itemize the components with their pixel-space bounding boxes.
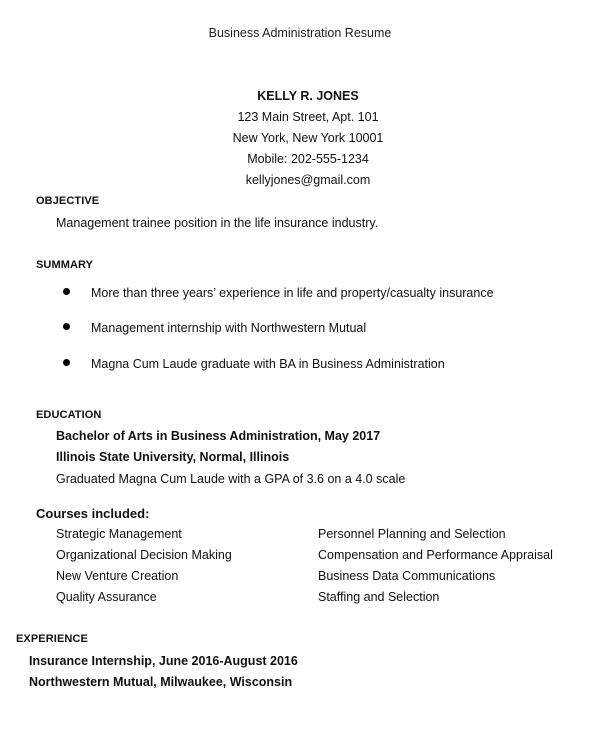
job-employer: Northwestern Mutual, Milwaukee, Wisconsin	[29, 675, 293, 689]
objective-text: Management trainee position in the life insurance industry.	[56, 216, 379, 230]
degree: Bachelor of Arts in Business Administration, May 2017	[56, 429, 381, 443]
summary-item: Management internship with Northwestern Mutual	[91, 321, 367, 335]
course-item: Organizational Decision Making	[56, 548, 232, 562]
objective-heading: OBJECTIVE	[36, 195, 100, 207]
honors: Graduated Magna Cum Laude with a GPA of 3.6 on a 4.0 scale	[56, 472, 406, 486]
street-address: 123 Main Street, Apt. 101	[237, 110, 379, 124]
experience-heading: EXPERIENCE	[16, 633, 88, 645]
mobile-phone: Mobile: 202-555-1234	[247, 152, 369, 166]
bullet-dot-icon	[63, 288, 70, 295]
email-address: kellyjones@gmail.com	[245, 173, 371, 187]
course-item: Business Data Communications	[318, 569, 496, 583]
school: Illinois State University, Normal, Illinois	[56, 450, 290, 464]
course-item: Quality Assurance	[56, 590, 157, 604]
course-item: Personnel Planning and Selection	[318, 527, 506, 541]
applicant-name: KELLY R. JONES	[257, 89, 359, 103]
course-item: Strategic Management	[56, 527, 182, 541]
city-state-zip: New York, New York 10001	[232, 131, 384, 145]
summary-item: Magna Cum Laude graduate with BA in Business Administration	[91, 357, 445, 371]
bullet-dot-icon	[63, 323, 70, 330]
courses-heading: Courses included:	[36, 506, 150, 521]
course-item: Compensation and Performance Appraisal	[318, 548, 553, 562]
document-title: Business Administration Resume	[208, 26, 392, 40]
course-item: Staffing and Selection	[318, 590, 440, 604]
summary-item: More than three years’ experience in life and property/casualty insurance	[91, 286, 494, 300]
education-heading: EDUCATION	[36, 409, 102, 421]
course-item: New Venture Creation	[56, 569, 179, 583]
job-position: Insurance Internship, June 2016-August 2016	[29, 654, 298, 668]
bullet-dot-icon	[63, 359, 70, 366]
summary-heading: SUMMARY	[36, 259, 94, 271]
